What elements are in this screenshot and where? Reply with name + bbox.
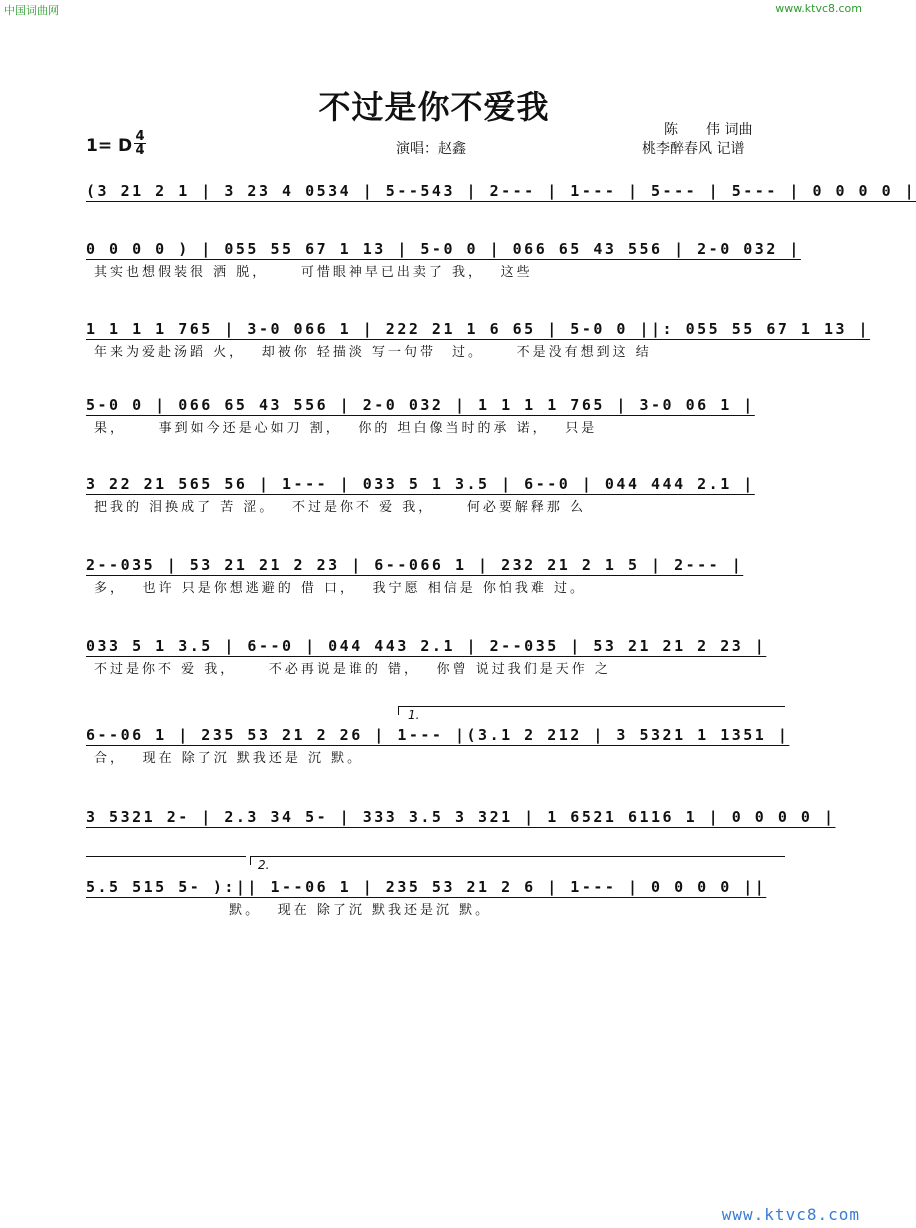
score-system-6 — [86, 552, 790, 600]
score-system-10 — [86, 874, 790, 922]
notation-line: 5.5 515 5- ):|| 1--06 1 | 235 53 21 2 6 | 1--- | 0 0 0 0 || — [86, 878, 767, 896]
time-signature — [133, 130, 147, 157]
lyrics-line: 把我的 泪换成了 苦 涩。 不过是你不 爱 我， 何必要解释那 么 — [94, 500, 587, 515]
second-ending-number: 2. — [258, 858, 270, 872]
lyrics-line: 其实也想假装很 洒 脱， 可惜眼神早已出卖了 我， 这些 — [94, 265, 533, 280]
score-system-5 — [86, 471, 790, 519]
score-system-3 — [86, 316, 871, 364]
composer-credit: 陈 伟 词曲 — [664, 122, 753, 138]
lyrics-line: 年来为爱赴汤蹈 火， 却被你 轻描淡 写一句带 过。 不是没有想到这 结 — [94, 345, 652, 360]
notation-line: 6--06 1 | 235 53 21 2 26 | 1--- |(3.1 2 212 | 3 5321 1 1351 | — [86, 726, 790, 744]
notation-line: 0 0 0 0 ) | 055 55 67 1 13 | 5-0 0 | 066 65 43 556 | 2-0 032 | — [86, 240, 801, 258]
score-system-4 — [86, 392, 790, 440]
lyrics-line: 多， 也许 只是你想逃避的 借 口， 我宁愿 相信是 你怕我难 过。 — [94, 581, 587, 596]
song-title: 不过是你不爱我 — [318, 88, 550, 126]
singer-credit: 演唱：赵鑫 — [396, 141, 466, 157]
notation-line: (3 21 2 1 | 3 23 4 0534 | 5--543 | 2--- | 1--- | 5--- | 5--- | 0 0 0 0 | — [86, 182, 916, 200]
notation-line: 3 5321 2- | 2.3 34 5- | 333 3.5 3 321 | 1 6521 6116 1 | 0 0 0 0 | — [86, 808, 836, 826]
score-system-1 — [86, 178, 916, 226]
site-watermark-top-left: 中国词曲网 — [4, 4, 59, 17]
first-ending-continuation — [86, 856, 246, 865]
lyrics-line — [86, 830, 790, 852]
transcriber-credit: 桃李醉春风 记谱 — [642, 141, 745, 157]
time-signature-bottom: 4 — [135, 143, 145, 158]
score-system-9 — [86, 804, 836, 852]
notation-line: 1 1 1 1 765 | 3-0 066 1 | 222 21 1 6 65 | 5-0 0 ||: 055 55 67 1 13 | — [86, 320, 871, 338]
score-system-2 — [86, 236, 801, 284]
lyrics-line: 合， 现在 除了沉 默我还是 沉 默。 — [94, 751, 364, 766]
site-watermark-bottom-right: www.ktvc8.com — [721, 1205, 860, 1224]
notation-line: 2--035 | 53 21 21 2 23 | 6--066 1 | 232 21 2 1 5 | 2--- | — [86, 556, 744, 574]
key-signature: 1= D — [86, 136, 133, 156]
notation-line: 5-0 0 | 066 65 43 556 | 2-0 032 | 1 1 1 1 765 | 3-0 06 1 | — [86, 396, 755, 414]
site-watermark-top-right: www.ktvc8.com — [775, 2, 862, 15]
lyrics-line: 默。 现在 除了沉 默我还是沉 默。 — [94, 903, 492, 918]
score-system-7 — [86, 633, 790, 681]
notation-line: 033 5 1 3.5 | 6--0 | 044 443 2.1 | 2--035 | 53 21 21 2 23 | — [86, 637, 767, 655]
lyrics-line — [86, 204, 790, 226]
time-signature-top: 4 — [135, 129, 145, 144]
second-ending-bracket — [250, 856, 785, 865]
first-ending-number: 1. — [408, 708, 420, 722]
lyrics-line: 不过是你不 爱 我， 不必再说是谁的 错， 你曾 说过我们是天作 之 — [94, 662, 611, 677]
lyrics-line: 果， 事到如今还是心如刀 割， 你的 坦白像当时的承 诺， 只是 — [94, 421, 598, 436]
score-system-8 — [86, 722, 790, 770]
notation-line: 3 22 21 565 56 | 1--- | 033 5 1 3.5 | 6--0 | 044 444 2.1 | — [86, 475, 755, 493]
first-ending-bracket — [398, 706, 785, 715]
